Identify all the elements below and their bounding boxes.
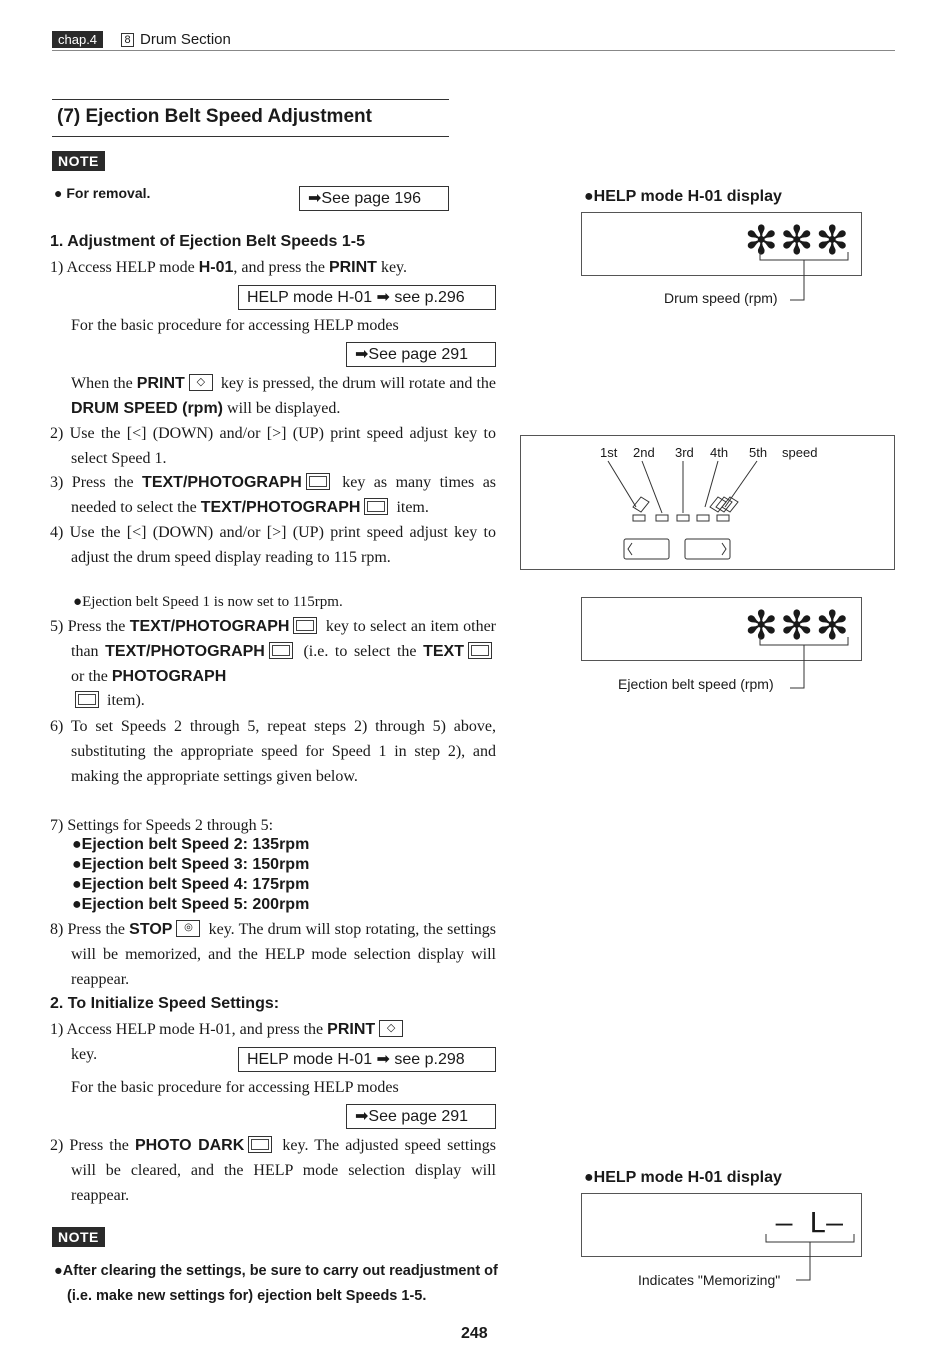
print-key-icon: ◇ [189, 374, 213, 391]
print-key-icon-2: ◇ [379, 1020, 403, 1037]
stop-key-icon: ◎ [176, 920, 200, 937]
speed-settings-list [72, 835, 309, 915]
title-rule-top [52, 99, 449, 100]
display-heading-2: ●HELP mode H-01 display [584, 1169, 782, 1186]
see-page-196-box: ➡See page 196 [299, 186, 449, 211]
for-removal: ● For removal. [54, 185, 151, 201]
init-step-1: 1) Access HELP mode H-01, and press the PRINT ◇ key. [50, 1018, 496, 1068]
speed-item: ●Ejection belt Speed 3: 150rpm [72, 856, 310, 873]
step-4: 4) Use the [<] (DOWN) and/or [>] (UP) print speed adjust key to adjust the drum speed display reading to 115 rpm. [50, 524, 497, 566]
subheading-initialize: 2. To Initialize Speed Settings: [50, 995, 280, 1012]
speed-item: ●Ejection belt Speed 5: 200rpm [72, 896, 310, 913]
photo-dark-key-icon [248, 1136, 272, 1153]
speed-label-4th: 4th [710, 445, 729, 460]
page-title: (7) Ejection Belt Speed Adjustment [57, 106, 372, 127]
memorizing-label: Indicates "Memorizing" [638, 1272, 781, 1288]
subheading-adjustment: 1. Adjustment of Ejection Belt Speeds 1-5 [50, 233, 366, 250]
text-item-icon [468, 642, 492, 659]
step-6: 6) To set Speeds 2 through 5, repeat steps 2) through 5) above, substituting the appropriate speed for Speed 1 in step 2), and making the appropriate settings given below. [50, 718, 496, 785]
page-number: 248 [461, 1325, 488, 1342]
help-mode-box-298: HELP mode H-01 ➡ see p.298 [238, 1047, 496, 1072]
step-3: 3) Press the TEXT/PHOTOGRAPH key as many times as needed to select the TEXT/PHOTOGRAPH item. [50, 474, 497, 516]
note-badge-2: NOTE [52, 1227, 105, 1247]
basic-procedure-text-2: For the basic procedure for accessing HELP modes [71, 1079, 399, 1096]
note-badge: NOTE [52, 151, 105, 171]
init-step-2: 2) Press the PHOTO DARK key. The adjusted speed settings will be cleared, and the HELP mode selection display will reappear. [50, 1137, 497, 1204]
header-divider [52, 50, 895, 51]
memorizing-readout: – L– [775, 1206, 843, 1239]
speed-label-2nd: 2nd [633, 445, 655, 460]
display-heading-1: ●HELP mode H-01 display [584, 188, 782, 205]
step-5: 5) Press the TEXT/PHOTOGRAPH key to select an item other than TEXT/PHOTOGRAPH (i.e. to select the TEXT or the PHOTOGRAPH item). [50, 618, 496, 710]
speed-item: ●Ejection belt Speed 2: 135rpm [72, 836, 310, 853]
drum-speed-stars: ✻✻✻ [744, 218, 851, 264]
see-page-291-box-2: ➡See page 291 [346, 1104, 496, 1129]
step-4-bullet: ●Ejection belt Speed 1 is now set to 115rpm. [73, 594, 343, 610]
speed-label-3rd: 3rd [675, 445, 694, 460]
step-8: 8) Press the STOP ◎ key. The drum will stop rotating, the settings will be memorized, and the HELP mode selection display will reappear. [50, 921, 497, 988]
title-rule-bottom [52, 136, 449, 137]
step-1: 1) Access HELP mode H-01, and press the PRINT key. [50, 259, 407, 276]
text-photo-item-icon [364, 498, 388, 515]
section-title: Drum Section [140, 31, 231, 48]
speed-label-5th: 5th [749, 445, 768, 460]
step-2: 2) Use the [<] (DOWN) and/or [>] (UP) print speed adjust key to select Speed 1. [50, 425, 497, 467]
speed-indicator-graphic [520, 435, 895, 570]
drum-speed-label: Drum speed (rpm) [664, 290, 778, 306]
help-mode-box-296: HELP mode H-01 ➡ see p.296 [238, 285, 496, 310]
basic-procedure-text: For the basic procedure for accessing HELP modes [71, 317, 399, 334]
speed-item: ●Ejection belt Speed 4: 175rpm [72, 876, 310, 893]
when-print-text: When the PRINT ◇ key is pressed, the drum will rotate and the DRUM SPEED (rpm) will be displayed. [71, 375, 497, 417]
note-after-clearing: ●After clearing the settings, be sure to carry out readjustment of (i.e. make new settings for) ejection belt Speeds 1-5. [54, 1263, 498, 1304]
text-photo-key-icon-2 [293, 617, 317, 634]
chapter-badge: chap.4 [52, 31, 103, 48]
speed-label-1st: 1st [600, 445, 618, 460]
section-number: 8 [121, 33, 134, 47]
photograph-item-icon [75, 691, 99, 708]
speed-label-speed: speed [782, 445, 818, 460]
text-photo-key-icon [306, 473, 330, 490]
step-7: 7) Settings for Speeds 2 through 5: [50, 817, 274, 834]
see-page-291-box: ➡See page 291 [346, 342, 496, 367]
text-photo-item-icon-2 [269, 642, 293, 659]
belt-speed-stars: ✻✻✻ [744, 603, 851, 649]
belt-speed-label: Ejection belt speed (rpm) [618, 676, 774, 692]
